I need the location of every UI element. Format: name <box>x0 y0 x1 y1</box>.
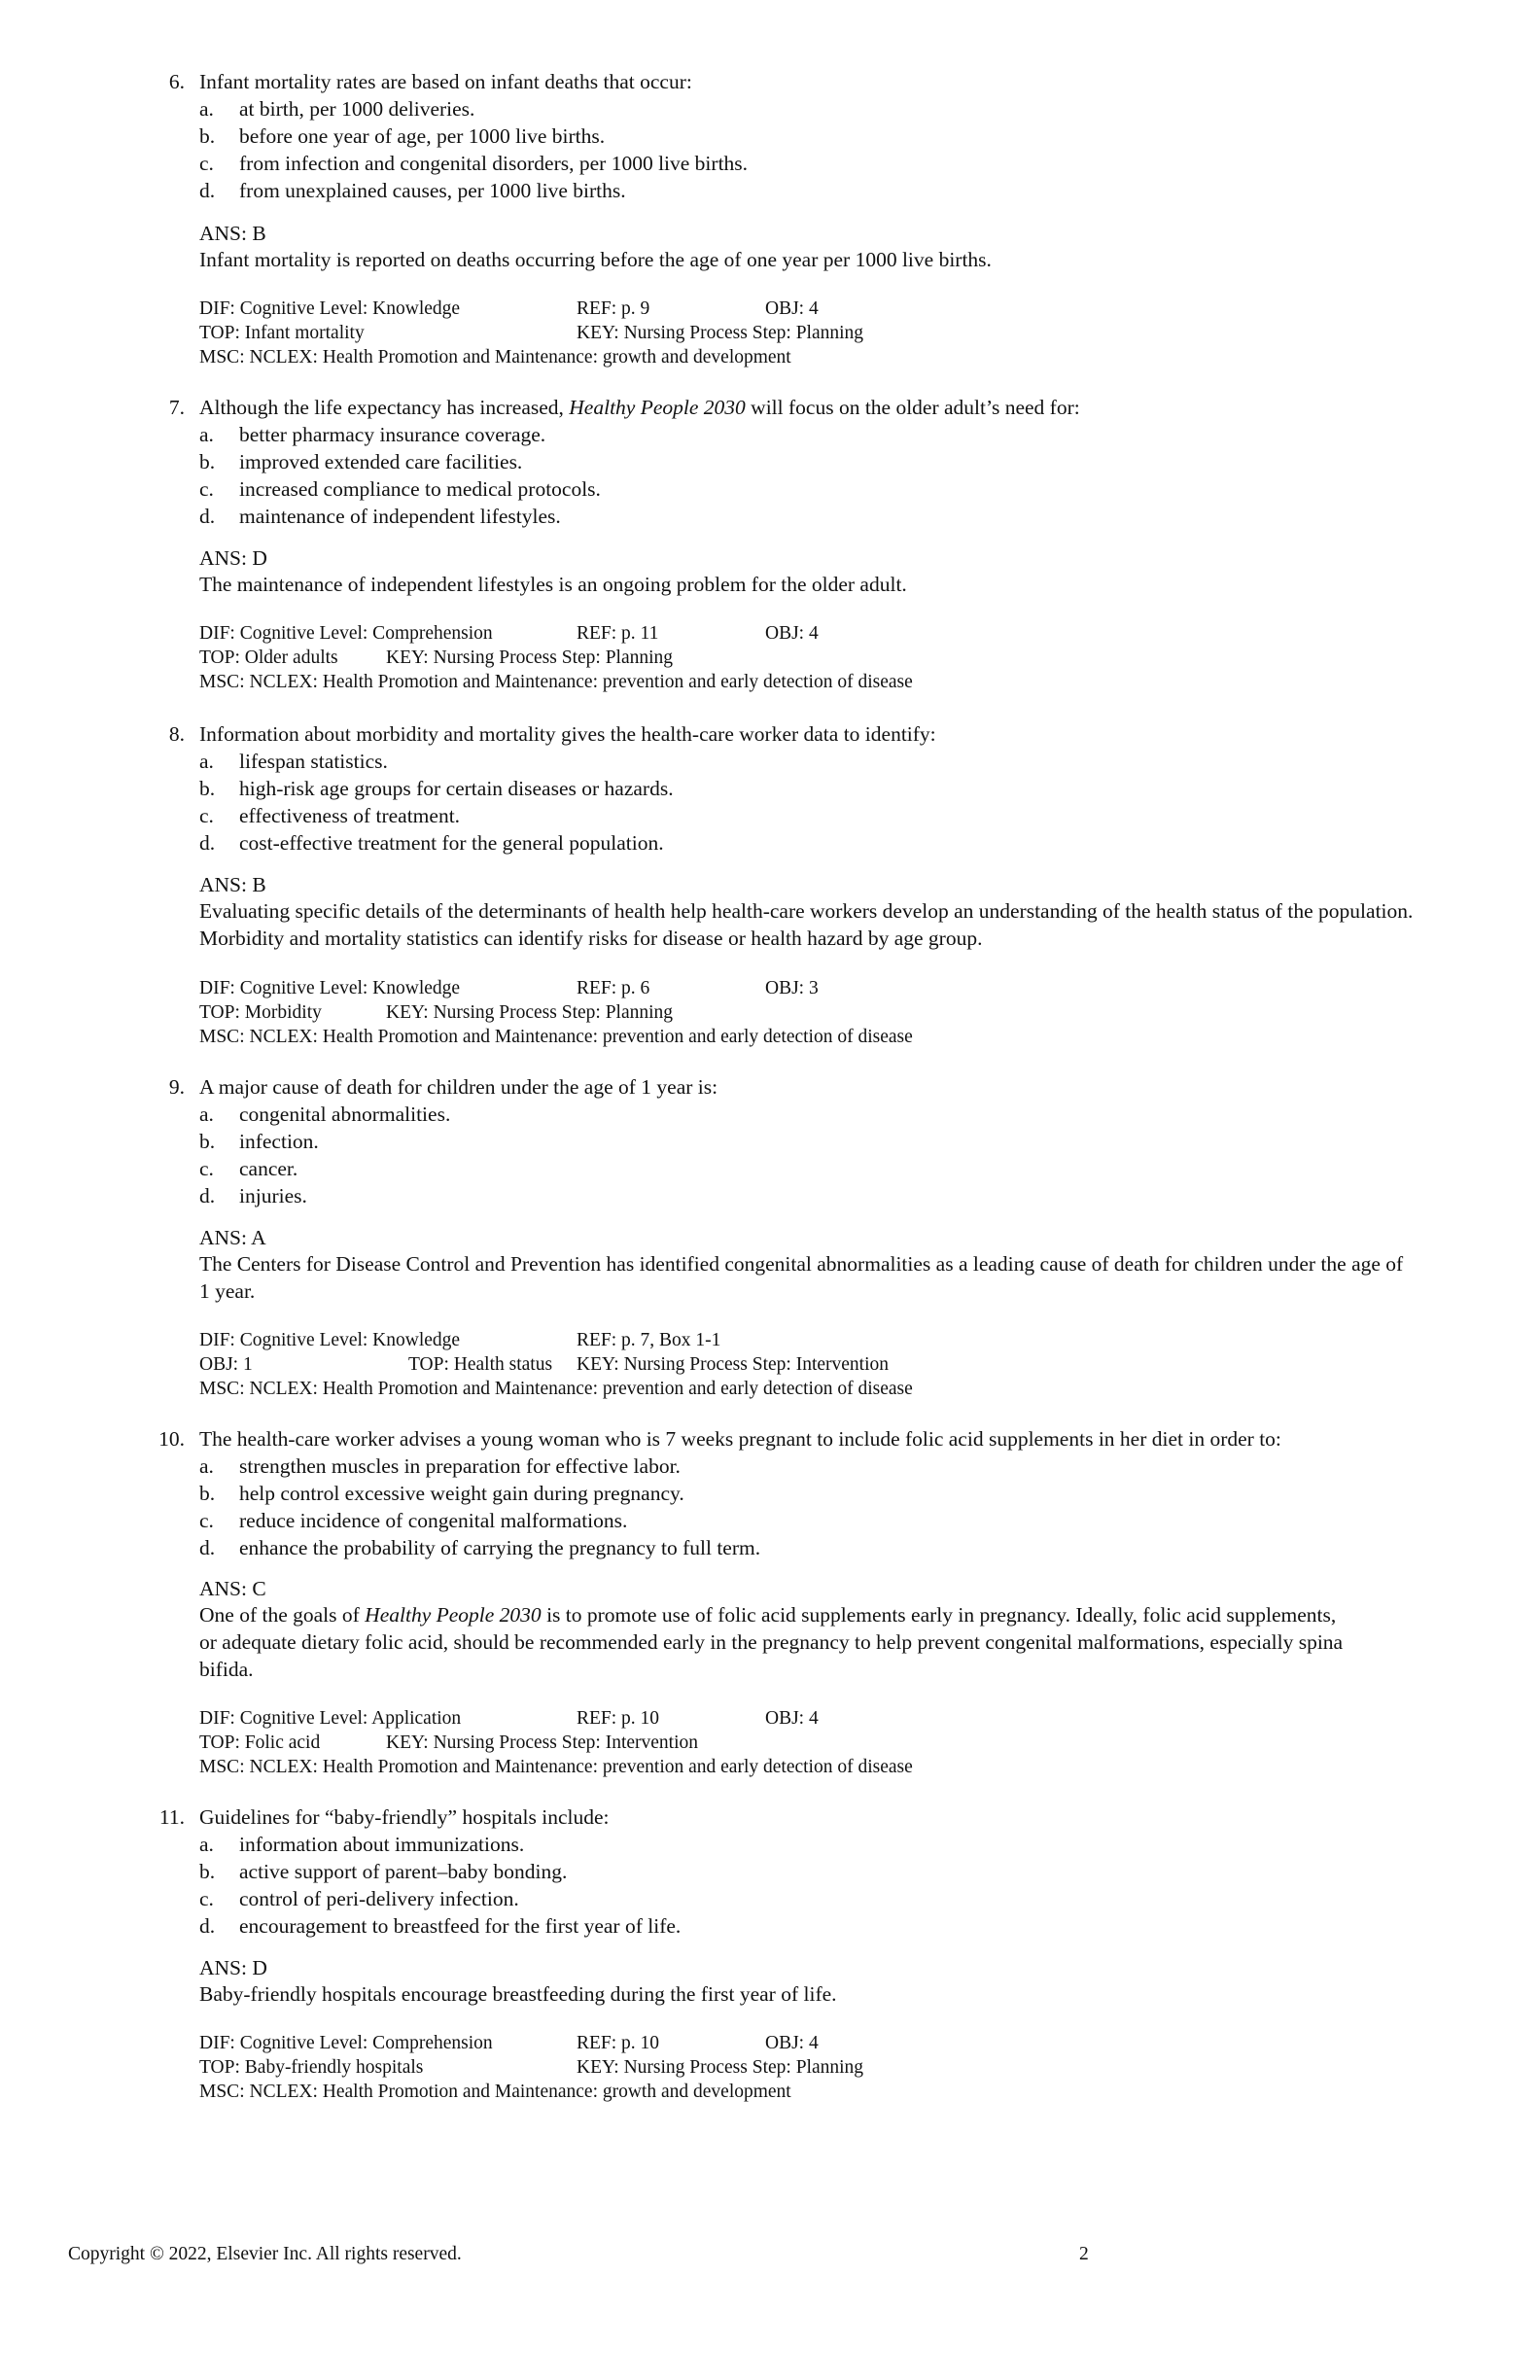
answer-rationale: The maintenance of independent lifestyles is an ongoing problem for the older adult. <box>199 573 907 596</box>
question-number: 8. <box>168 722 185 746</box>
option-text: high-risk age groups for certain diseases or hazards. <box>239 777 674 800</box>
meta-difficulty: DIF: Cognitive Level: Knowledge <box>199 1330 461 1350</box>
meta-topic: TOP: Infant mortality <box>199 323 365 343</box>
question-stem: Infant mortality rates are based on infant deaths that occur: <box>199 70 692 93</box>
option-letter: b. <box>199 1130 216 1153</box>
meta-objective: OBJ: 4 <box>765 2033 819 2053</box>
meta-topic: TOP: Baby-friendly hospitals <box>199 2057 424 2078</box>
meta-difficulty: DIF: Cognitive Level: Comprehension <box>199 623 493 644</box>
question-number: 6. <box>168 70 185 93</box>
meta-reference: REF: p. 9 <box>577 298 650 319</box>
option-letter: b. <box>199 1860 216 1883</box>
question-stem: A major cause of death for children under the age of 1 year is: <box>199 1075 718 1099</box>
option-text: encouragement to breastfeed for the first year of life. <box>239 1914 682 1938</box>
option-text: increased compliance to medical protocols. <box>239 477 601 501</box>
option-text: from infection and congenital disorders, per 1000 live births. <box>239 152 749 175</box>
answer-rationale: Baby-friendly hospitals encourage breastfeeding during the first year of life. <box>199 1982 837 2006</box>
answer-key: ANS: D <box>199 1956 267 1979</box>
option-letter: b. <box>199 124 216 148</box>
option-letter: c. <box>199 1157 214 1180</box>
question-stem: Guidelines for “baby-friendly” hospitals include: <box>199 1805 610 1829</box>
meta-objective: OBJ: 3 <box>765 978 819 998</box>
meta-msc: MSC: NCLEX: Health Promotion and Maintenance: prevention and early detection of disease <box>199 672 913 692</box>
option-letter: d. <box>199 1184 216 1208</box>
question-stem: The health-care worker advises a young woman who is 7 weeks pregnant to include folic acid supplements in her diet in order to: <box>199 1427 1281 1451</box>
meta-topic: TOP: Health status <box>408 1354 553 1375</box>
option-text: enhance the probability of carrying the pregnancy to full term. <box>239 1536 761 1559</box>
meta-objective: OBJ: 1 <box>199 1354 253 1375</box>
meta-msc: MSC: NCLEX: Health Promotion and Maintenance: prevention and early detection of disease <box>199 1757 913 1777</box>
answer-rationale: The Centers for Disease Control and Prevention has identified congenital abnormalities as a leading cause of death for children under the age of 1 year. <box>199 1252 1404 1303</box>
answer-rationale: One of the goals of Healthy People 2030 is to promote use of folic acid supplements early in pregnancy. Ideally, folic acid supplements, or adequate dietary folic acid, should be recommended early in the pregnancy to help prevent congenital malformations, especially spina bifida. <box>199 1603 1344 1681</box>
meta-key: KEY: Nursing Process Step: Planning <box>386 648 674 668</box>
meta-topic: TOP: Folic acid <box>199 1732 321 1753</box>
meta-key: KEY: Nursing Process Step: Intervention <box>386 1732 698 1753</box>
option-text: better pharmacy insurance coverage. <box>239 423 546 446</box>
meta-key: KEY: Nursing Process Step: Planning <box>577 323 864 343</box>
meta-reference: REF: p. 11 <box>577 623 659 644</box>
option-letter: a. <box>199 1833 214 1856</box>
meta-reference: REF: p. 7, Box 1-1 <box>577 1330 721 1350</box>
option-text: effectiveness of treatment. <box>239 804 461 827</box>
option-letter: d. <box>199 179 216 202</box>
option-text: before one year of age, per 1000 live births. <box>239 124 606 148</box>
answer-key: ANS: B <box>199 873 266 896</box>
answer-rationale: Evaluating specific details of the determinants of health help health-care workers develop an understanding of the health status of the population. Morbidity and mortality statistics can identify risks for disease or health hazard by age group. <box>199 899 1414 950</box>
option-text: strengthen muscles in preparation for effective labor. <box>239 1454 681 1478</box>
option-letter: c. <box>199 152 214 175</box>
answer-key: ANS: C <box>199 1577 266 1600</box>
option-text: information about immunizations. <box>239 1833 525 1856</box>
footer-page-number: 2 <box>1079 2244 1089 2264</box>
option-text: at birth, per 1000 deliveries. <box>239 97 475 121</box>
question-stem: Although the life expectancy has increased, Healthy People 2030 will focus on the older adult’s need for: <box>199 396 1080 419</box>
meta-objective: OBJ: 4 <box>765 623 819 644</box>
question-number: 9. <box>168 1075 185 1099</box>
option-text: injuries. <box>239 1184 307 1208</box>
meta-objective: OBJ: 4 <box>765 1708 819 1729</box>
option-letter: a. <box>199 423 214 446</box>
option-letter: d. <box>199 505 216 528</box>
meta-msc: MSC: NCLEX: Health Promotion and Maintenance: growth and development <box>199 2082 791 2102</box>
option-letter: d. <box>199 831 216 855</box>
option-text: cancer. <box>239 1157 298 1180</box>
option-text: reduce incidence of congenital malformations. <box>239 1509 628 1532</box>
meta-key: KEY: Nursing Process Step: Planning <box>577 2057 864 2078</box>
meta-difficulty: DIF: Cognitive Level: Comprehension <box>199 2033 493 2053</box>
option-letter: d. <box>199 1914 216 1938</box>
option-letter: b. <box>199 777 216 800</box>
option-text: lifespan statistics. <box>239 750 388 773</box>
meta-reference: REF: p. 10 <box>577 2033 660 2053</box>
answer-key: ANS: A <box>199 1226 266 1249</box>
option-letter: a. <box>199 1102 214 1126</box>
option-text: help control excessive weight gain during pregnancy. <box>239 1482 684 1505</box>
meta-reference: REF: p. 6 <box>577 978 650 998</box>
answer-key: ANS: B <box>199 222 266 245</box>
answer-rationale: Infant mortality is reported on deaths occurring before the age of one year per 1000 live births. <box>199 248 992 271</box>
option-text: congenital abnormalities. <box>239 1102 451 1126</box>
meta-reference: REF: p. 10 <box>577 1708 660 1729</box>
footer-copyright: Copyright © 2022, Elsevier Inc. All rights reserved. <box>68 2244 462 2264</box>
option-letter: a. <box>199 97 214 121</box>
meta-msc: MSC: NCLEX: Health Promotion and Maintenance: prevention and early detection of disease <box>199 1027 913 1047</box>
option-text: from unexplained causes, per 1000 live births. <box>239 179 626 202</box>
question-number: 11. <box>158 1805 185 1829</box>
option-text: infection. <box>239 1130 319 1153</box>
meta-difficulty: DIF: Cognitive Level: Knowledge <box>199 978 461 998</box>
option-text: cost-effective treatment for the general population. <box>239 831 664 855</box>
question-number: 10. <box>158 1427 185 1451</box>
meta-topic: TOP: Older adults <box>199 648 338 668</box>
answer-key: ANS: D <box>199 546 267 570</box>
option-letter: a. <box>199 1454 214 1478</box>
option-letter: c. <box>199 477 214 501</box>
meta-key: KEY: Nursing Process Step: Planning <box>386 1002 674 1023</box>
option-text: improved extended care facilities. <box>239 450 523 473</box>
option-letter: d. <box>199 1536 216 1559</box>
option-letter: b. <box>199 450 216 473</box>
option-text: maintenance of independent lifestyles. <box>239 505 561 528</box>
question-number: 7. <box>168 396 185 419</box>
option-letter: c. <box>199 1509 214 1532</box>
option-text: control of peri-delivery infection. <box>239 1887 519 1910</box>
meta-topic: TOP: Morbidity <box>199 1002 322 1023</box>
meta-msc: MSC: NCLEX: Health Promotion and Maintenance: growth and development <box>199 347 791 368</box>
option-letter: a. <box>199 750 214 773</box>
option-letter: c. <box>199 804 214 827</box>
meta-objective: OBJ: 4 <box>765 298 819 319</box>
option-text: active support of parent–baby bonding. <box>239 1860 568 1883</box>
meta-difficulty: DIF: Cognitive Level: Knowledge <box>199 298 461 319</box>
meta-msc: MSC: NCLEX: Health Promotion and Maintenance: prevention and early detection of disease <box>199 1379 913 1399</box>
meta-key: KEY: Nursing Process Step: Intervention <box>577 1354 889 1375</box>
question-stem: Information about morbidity and mortality gives the health-care worker data to identify: <box>199 722 936 746</box>
option-letter: c. <box>199 1887 214 1910</box>
meta-difficulty: DIF: Cognitive Level: Application <box>199 1708 462 1729</box>
option-letter: b. <box>199 1482 216 1505</box>
